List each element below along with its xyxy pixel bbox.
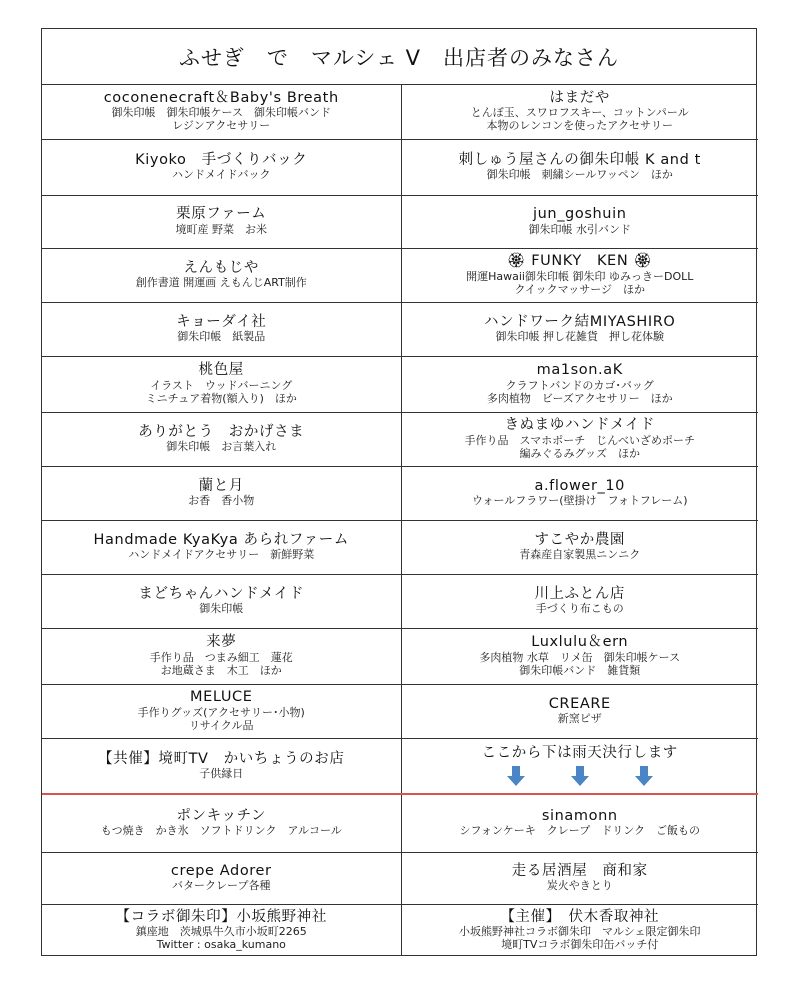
vendor-name: 川上ふとん店 bbox=[534, 585, 626, 602]
vendor-cell-right bbox=[401, 139, 758, 195]
vendor-name: Handmade KyaKya あられファーム bbox=[93, 531, 349, 548]
vendor-cell-left bbox=[42, 85, 401, 139]
vendor-cell-left bbox=[42, 248, 401, 302]
vendor-cell-right bbox=[401, 85, 758, 139]
vendor-name: 走る居酒屋 商和家 bbox=[511, 862, 648, 879]
vendor-row bbox=[42, 794, 758, 852]
vendor-item-line: 御朱印帳 bbox=[199, 602, 244, 616]
vendor-name: crepe Adorer bbox=[170, 862, 272, 879]
vendor-name: すこやか農園 bbox=[534, 531, 626, 548]
vendor-name: 【主催】 伏木香取神社 bbox=[500, 908, 660, 925]
vendor-item-line: ハンドメイドアクセサリー 新鮮野菜 bbox=[128, 548, 315, 562]
vendor-name: a.flower_10 bbox=[534, 477, 626, 494]
vendor-cell-right bbox=[401, 412, 758, 466]
down-arrow-icon bbox=[507, 766, 525, 786]
vendor-name: jun_goshuin bbox=[533, 206, 627, 223]
vendor-item-line: リサイクル品 bbox=[189, 718, 254, 732]
vendor-item-line: 手作りグッズ(アクセサリー･小物) bbox=[137, 705, 305, 719]
vendor-name: きぬまゆハンドメイド bbox=[504, 417, 656, 434]
vendor-name: キョーダイ社 bbox=[176, 313, 267, 330]
vendor-item-line: 編みぐるみグッズ ほか bbox=[519, 446, 640, 460]
vendor-row bbox=[42, 412, 758, 466]
vendor-cell-right bbox=[401, 356, 758, 412]
vendor-cell-right bbox=[401, 466, 758, 520]
vendor-row bbox=[42, 356, 758, 412]
vendor-row bbox=[42, 248, 758, 302]
vendor-name: えんもじや bbox=[183, 259, 259, 276]
vendor-item-line: もつ焼き かき氷 ソフトドリンク アルコール bbox=[100, 824, 342, 838]
vendor-name: ポンキッチン bbox=[176, 808, 267, 825]
vendor-cell-right bbox=[401, 302, 758, 356]
vendor-item-line: とんぼ玉、スワロフスキー、コットンパール bbox=[470, 106, 689, 120]
vendor-cell-left bbox=[42, 574, 401, 628]
vendor-name: ハンドワーク結MIYASHIRO bbox=[484, 313, 676, 330]
vendor-item-line: 御朱印帳 お言葉入れ bbox=[166, 440, 277, 454]
vendor-item-line: シフォンケーキ クレープ ドリンク ご飯もの bbox=[459, 824, 700, 838]
vendor-name: Kiyoko 手づくりバック bbox=[135, 151, 308, 168]
vendor-row bbox=[42, 684, 758, 738]
vendor-row bbox=[42, 466, 758, 520]
vendor-cell-right bbox=[401, 195, 758, 248]
rain-arrows bbox=[406, 766, 755, 786]
down-arrow-icon bbox=[635, 766, 653, 786]
vendor-item-line: ハンドメイドバック bbox=[172, 168, 271, 182]
vendor-name: 🏵 FUNKY KEN 🏵 bbox=[506, 253, 653, 270]
vendor-item-line: バタークレープ各種 bbox=[172, 879, 271, 893]
vendor-item-line: 創作書道 開運画 えもんじART制作 bbox=[135, 276, 307, 290]
vendor-item-line: イラスト ウッドバーニング bbox=[150, 378, 293, 392]
vendor-cell-right bbox=[401, 248, 758, 302]
vendor-cell-left bbox=[42, 794, 401, 852]
vendor-item-line: クラフトバンドのカゴ･バッグ bbox=[505, 378, 654, 392]
vendor-item-line: 新窯ピザ bbox=[557, 712, 602, 726]
vendor-item-line: 御朱印帳 紙製品 bbox=[177, 330, 266, 344]
vendor-cell-left bbox=[42, 466, 401, 520]
vendor-name: ここから下は雨天決行します bbox=[481, 745, 678, 762]
vendor-name: 栗原ファーム bbox=[176, 206, 267, 223]
vendor-name: 【コラボ御朱印】小坂熊野神社 bbox=[115, 908, 327, 925]
vendor-cell-left bbox=[42, 852, 401, 904]
vendor-name: 桃色屋 bbox=[198, 362, 244, 379]
vendor-cell-right bbox=[401, 738, 758, 794]
vendor-sheet bbox=[41, 28, 757, 956]
vendor-name: ma1son.aK bbox=[536, 362, 623, 379]
vendor-item-line: 多肉植物 ビーズアクセサリー ほか bbox=[486, 391, 673, 405]
vendor-name: MELUCE bbox=[189, 689, 253, 706]
vendor-name: ありがとう おかげさま bbox=[138, 423, 305, 440]
vendor-row bbox=[42, 904, 758, 956]
vendor-item-line: 御朱印帳 水引バンド bbox=[528, 222, 631, 236]
vendor-item-line: 子供縁日 bbox=[199, 766, 244, 780]
vendor-item-line: 御朱印帳バンド 雑貨類 bbox=[519, 663, 641, 677]
vendor-item-line: お香 香小物 bbox=[188, 494, 255, 508]
vendor-name: 刺しゅう屋さんの御朱印帳 K and t bbox=[458, 151, 701, 168]
vendor-item-line: 御朱印帳 刺繍シールワッペン ほか bbox=[486, 168, 673, 182]
vendor-cell-right bbox=[401, 904, 758, 956]
vendor-item-line: レジンアクセサリー bbox=[172, 119, 271, 133]
vendor-name: 【共催】境町TV かいちょうのお店 bbox=[98, 750, 345, 767]
vendor-name: まどちゃんハンドメイド bbox=[138, 585, 305, 602]
vendor-cell-left bbox=[42, 412, 401, 466]
vendor-cell-left bbox=[42, 195, 401, 248]
vendor-cell-left bbox=[42, 302, 401, 356]
vendor-item-line: 炭火やきとり bbox=[546, 879, 613, 893]
vendor-cell-right bbox=[401, 574, 758, 628]
vendor-item-line: 本物のレンコンを使ったアクセサリー bbox=[486, 119, 673, 133]
vendor-name: sinamonn bbox=[541, 808, 618, 825]
vendor-item-line: 多肉植物 水草 リメ缶 御朱印帳ケース bbox=[479, 650, 681, 664]
vendor-row bbox=[42, 520, 758, 574]
vendor-item-line: ウォールフラワー(壁掛け フォトフレーム) bbox=[471, 494, 688, 508]
vendor-cell-left bbox=[42, 520, 401, 574]
vendor-item-line: お地蔵さま 木工 ほか bbox=[160, 663, 282, 677]
vendor-row bbox=[42, 852, 758, 904]
vendor-item-line: 小坂熊野神社コラボ御朱印 マルシェ限定御朱印 bbox=[458, 924, 701, 938]
vendor-row bbox=[42, 738, 758, 794]
vendor-cell-right bbox=[401, 628, 758, 684]
vendor-item-line: 境町TVコラボ御朱印缶バッチ付 bbox=[501, 937, 659, 951]
vendor-item-line: ミニチュア着物(額入り) ほか bbox=[145, 391, 297, 405]
vendor-row bbox=[42, 302, 758, 356]
down-arrow-icon bbox=[571, 766, 589, 786]
vendor-item-line: 手づくり布こもの bbox=[535, 602, 624, 616]
vendor-item-line: 御朱印帳 御朱印帳ケース 御朱印帳バンド bbox=[111, 106, 331, 120]
vendor-cell-left bbox=[42, 628, 401, 684]
vendor-cell-left bbox=[42, 904, 401, 956]
vendor-cell-right bbox=[401, 684, 758, 738]
vendor-item-line: 境町産 野菜 お米 bbox=[175, 222, 267, 236]
vendor-row bbox=[42, 195, 758, 248]
vendor-item-line: 開運Hawaii御朱印帳 御朱印 ゆみっきーDOLL bbox=[466, 269, 694, 283]
vendor-cell-right bbox=[401, 794, 758, 852]
vendor-item-line: 手作り品 つまみ細工 蓮花 bbox=[149, 650, 293, 664]
vendor-name: 蘭と月 bbox=[198, 477, 244, 494]
vendor-row bbox=[42, 628, 758, 684]
vendor-cell-right bbox=[401, 852, 758, 904]
vendor-row bbox=[42, 574, 758, 628]
vendor-name: はまだや bbox=[549, 90, 610, 107]
vendor-cell-left bbox=[42, 356, 401, 412]
vendor-table bbox=[42, 85, 758, 956]
vendor-cell-left bbox=[42, 139, 401, 195]
vendor-row bbox=[42, 139, 758, 195]
vendor-name: Luxlulu＆ern bbox=[531, 634, 629, 651]
vendor-item-line: 鎮座地 茨城県牛久市小坂町2265 bbox=[135, 924, 307, 938]
page-title: ふせぎ で マルシェ Ⅴ 出店者のみなさん bbox=[42, 29, 756, 85]
vendor-item-line: 青森産自家製黒ニンニク bbox=[519, 548, 641, 562]
vendor-item-line: 御朱印帳 押し花雑貨 押し花体験 bbox=[495, 330, 664, 344]
vendor-item-line: 手作り品 スマホポーチ じんべいざめポーチ bbox=[464, 433, 696, 447]
vendor-row bbox=[42, 85, 758, 139]
vendor-name: 来夢 bbox=[206, 634, 237, 651]
vendor-cell-left bbox=[42, 684, 401, 738]
vendor-cell-left bbox=[42, 738, 401, 794]
vendor-item-line: Twitter : osaka_kumano bbox=[156, 937, 286, 951]
vendor-name: coconenecraft＆Baby's Breath bbox=[103, 90, 339, 107]
vendor-cell-right bbox=[401, 520, 758, 574]
vendor-name: CREARE bbox=[548, 695, 611, 712]
vendor-item-line: クイックマッサージ ほか bbox=[514, 282, 646, 296]
